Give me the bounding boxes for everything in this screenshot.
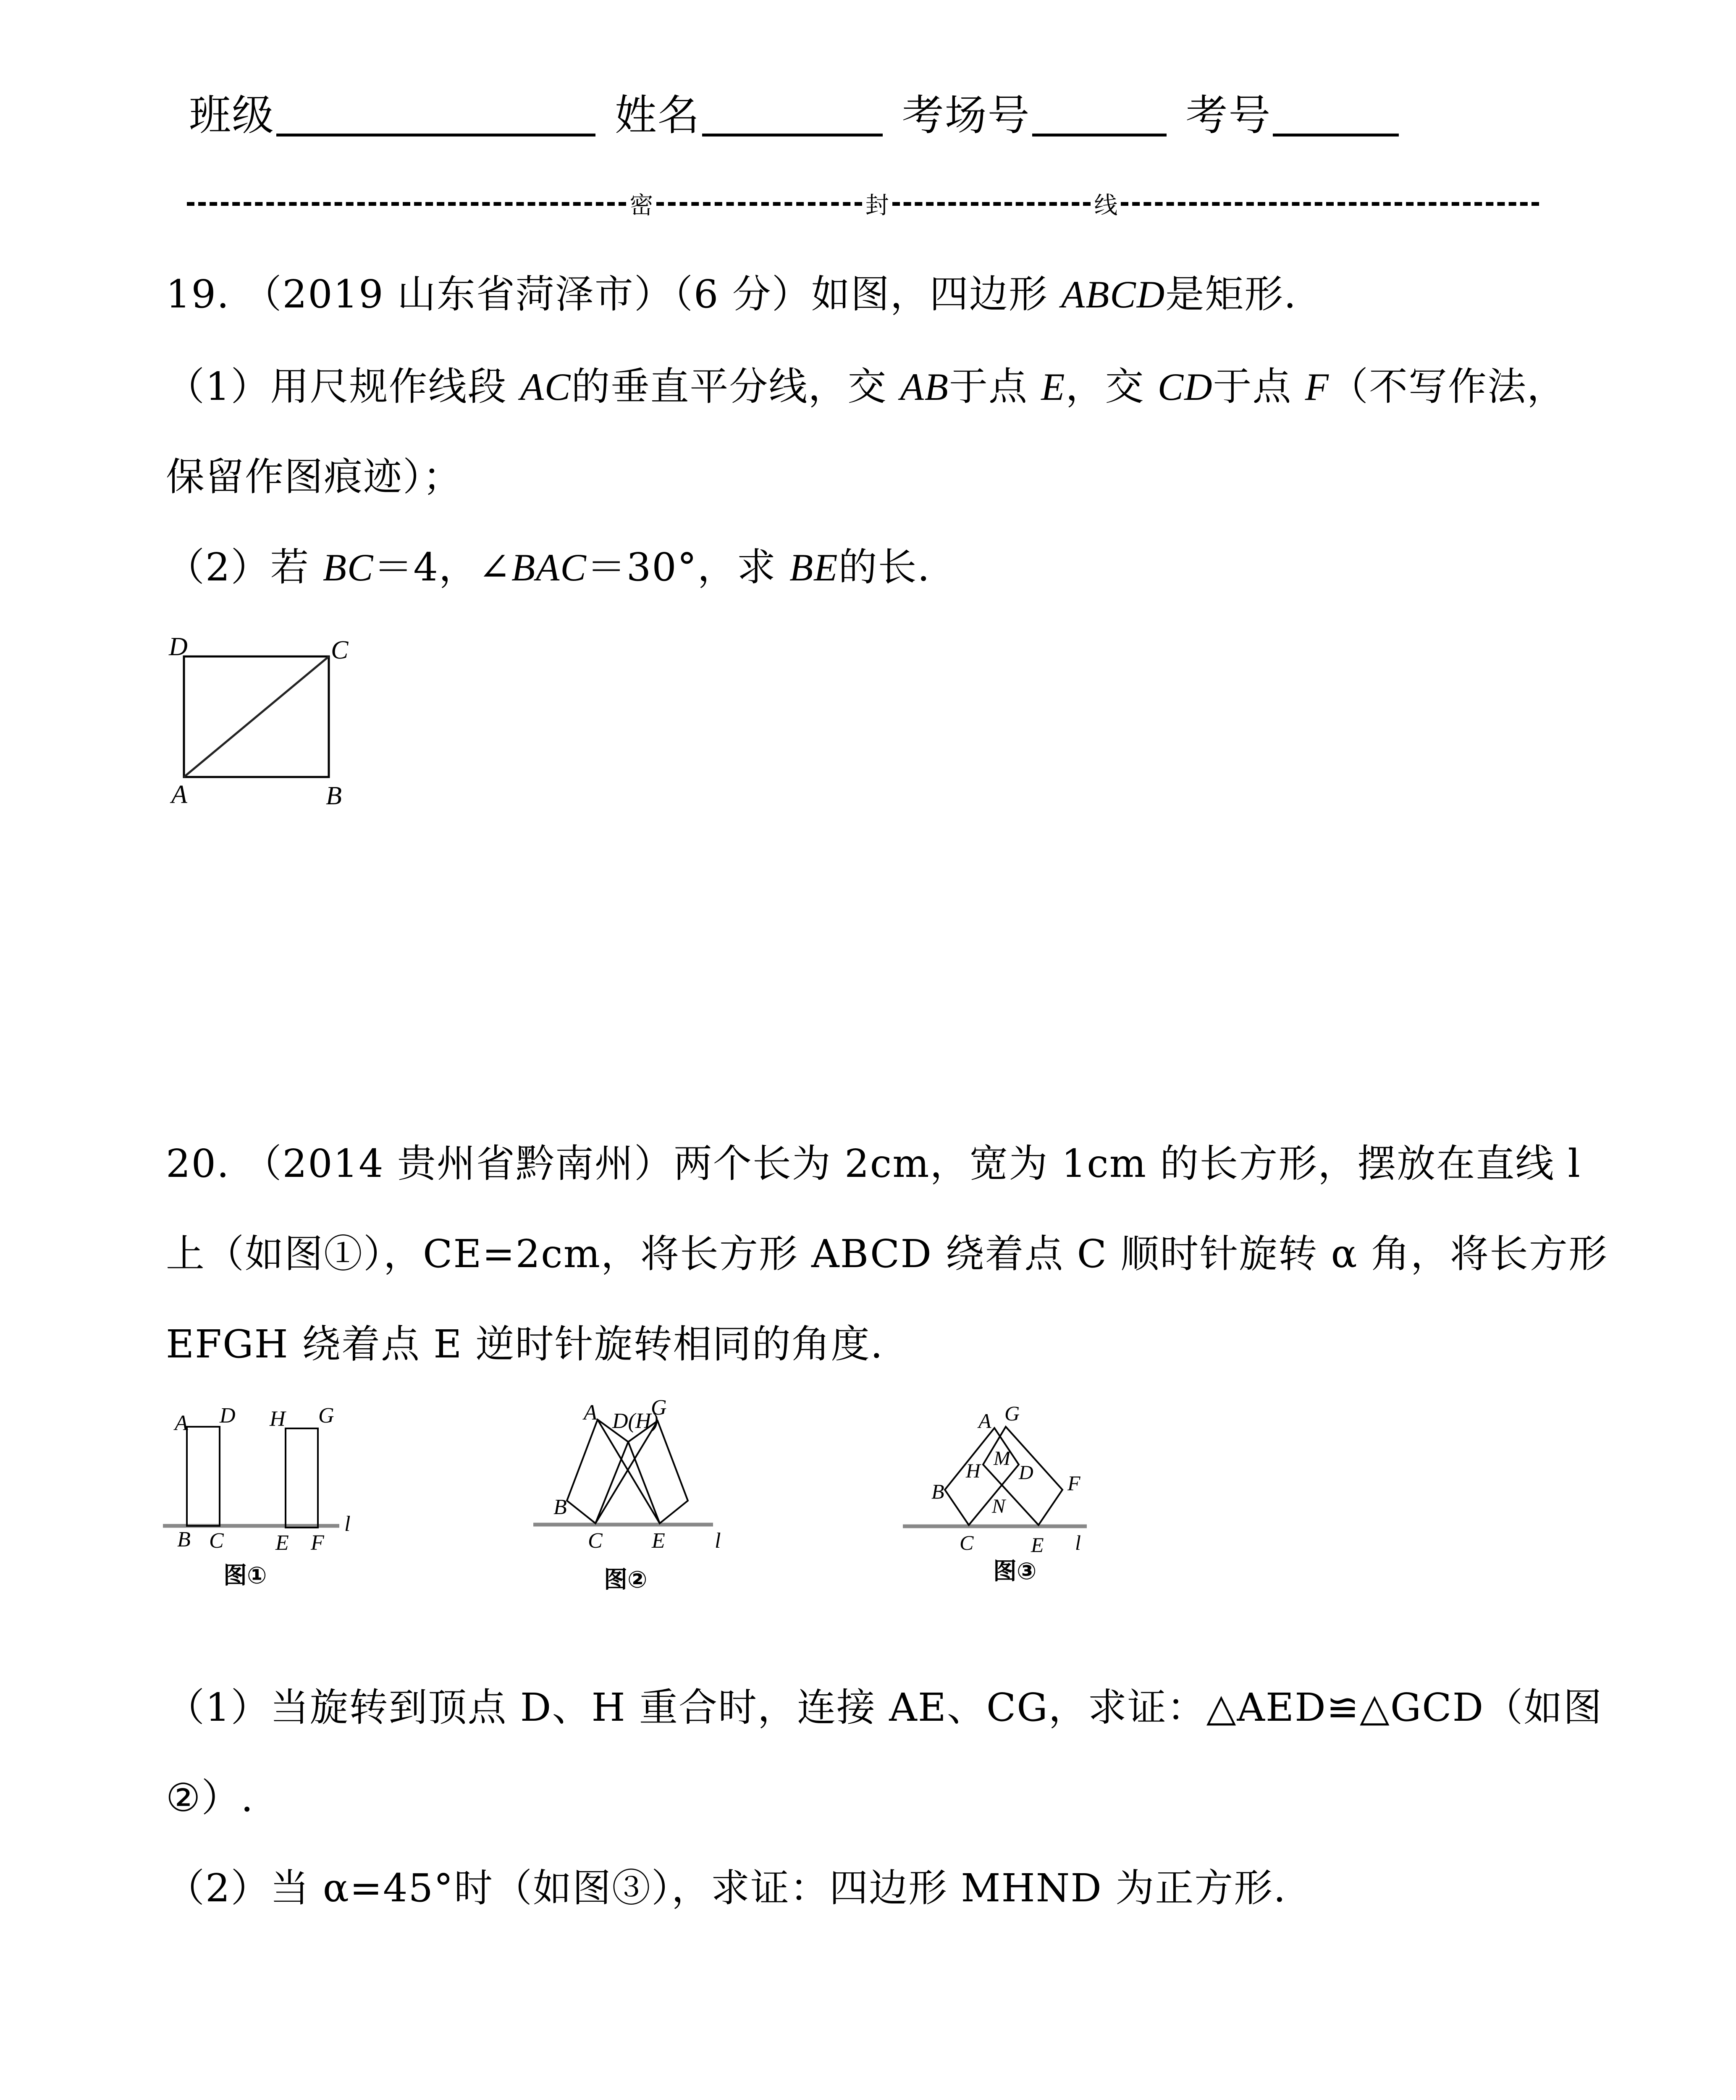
q19-stem: 19. （2019 山东省菏泽市）（6 分）如图，四边形 ABCD是矩形. bbox=[166, 272, 1297, 317]
class-label: 班级 bbox=[189, 91, 275, 140]
label-g: G bbox=[1004, 1402, 1020, 1425]
exam-number-blank[interactable] bbox=[1273, 97, 1399, 136]
label-f: F bbox=[1067, 1471, 1080, 1495]
class-blank[interactable] bbox=[276, 97, 595, 136]
label-c: C bbox=[588, 1529, 603, 1553]
student-info-header bbox=[189, 91, 1404, 140]
name-label: 姓名 bbox=[614, 91, 700, 140]
q20-stem-line2: 上（如图①），CE=2cm，将长方形 ABCD 绕着点 C 顺时针旋转 α 角，将长方形 bbox=[166, 1231, 1608, 1276]
label-e: E bbox=[1031, 1533, 1044, 1557]
seal-dash bbox=[892, 202, 1091, 206]
seal-char-feng: 封 bbox=[865, 192, 889, 219]
label-h: H bbox=[966, 1460, 981, 1482]
label-f: F bbox=[311, 1531, 324, 1555]
q20-part1: （1）当旋转到顶点 D、H 重合时，连接 AE、CG，求证：△AED≌△GCD（如图 bbox=[166, 1685, 1603, 1730]
label-c: C bbox=[331, 636, 349, 664]
seal-dash bbox=[1121, 202, 1539, 206]
q20-figure-1 bbox=[160, 1386, 538, 1659]
label-m: M bbox=[994, 1447, 1010, 1470]
label-a: A bbox=[978, 1409, 991, 1433]
label-c: C bbox=[209, 1529, 224, 1553]
seal-dash bbox=[656, 202, 862, 206]
label-e: E bbox=[275, 1531, 289, 1555]
label-b: B bbox=[931, 1480, 944, 1503]
label-l: l bbox=[715, 1529, 721, 1553]
label-g: G bbox=[318, 1404, 334, 1428]
label-b: B bbox=[326, 782, 342, 810]
figure-3-caption: 图③ bbox=[993, 1558, 1037, 1585]
label-d: D bbox=[1019, 1462, 1033, 1484]
label-d: D bbox=[169, 633, 188, 661]
label-c: C bbox=[960, 1531, 974, 1554]
label-l: l bbox=[344, 1512, 351, 1536]
label-b: B bbox=[177, 1528, 191, 1551]
label-n: N bbox=[992, 1495, 1006, 1517]
q20-part2: （2）当 α=45°时（如图③），求证：四边形 MHND 为正方形. bbox=[166, 1866, 1287, 1911]
rectangle-abcd bbox=[187, 1427, 220, 1526]
label-l: l bbox=[1075, 1531, 1081, 1554]
name-blank[interactable] bbox=[702, 97, 883, 136]
q19-part2: （2）若 BC＝4，∠BAC＝30°，求 BE的长. bbox=[166, 545, 931, 590]
segment-cg bbox=[595, 1421, 658, 1523]
seal-char-xian: 线 bbox=[1094, 192, 1118, 219]
q20-stem-line3: EFGH 绕着点 E 逆时针旋转相同的角度. bbox=[166, 1322, 884, 1367]
rotated-rectangle-abcd bbox=[945, 1428, 1019, 1525]
label-a: A bbox=[584, 1401, 597, 1425]
rotated-rectangle-efgh bbox=[628, 1421, 688, 1523]
diagonal-ac bbox=[184, 656, 329, 777]
label-dh: D(H) bbox=[612, 1409, 658, 1433]
figure-2-caption: 图② bbox=[604, 1566, 648, 1593]
label-e: E bbox=[652, 1529, 665, 1553]
q20-part1-cont: ②）. bbox=[166, 1775, 254, 1820]
label-a: A bbox=[175, 1411, 188, 1435]
seal-char-mi: 密 bbox=[629, 192, 653, 219]
q19-rectangle-figure bbox=[160, 609, 496, 840]
q20-stem-line1: 20. （2014 贵州省黔南州）两个长为 2cm，宽为 1cm 的长方形，摆放在直线 l bbox=[166, 1141, 1581, 1186]
label-a: A bbox=[171, 780, 187, 809]
q19-part1-cont: 保留作图痕迹）； bbox=[166, 454, 463, 499]
q20-figure-3 bbox=[894, 1386, 1251, 1659]
label-b: B bbox=[553, 1495, 567, 1519]
exam-room-blank[interactable] bbox=[1032, 97, 1167, 136]
q20-figure-2 bbox=[525, 1386, 903, 1659]
label-d: D bbox=[220, 1404, 236, 1428]
rotated-rectangle-abcd bbox=[567, 1420, 628, 1523]
exam-number-label: 考号 bbox=[1185, 91, 1272, 140]
figure-1-caption: 图① bbox=[223, 1562, 267, 1589]
rectangle-efgh bbox=[286, 1428, 318, 1528]
exam-room-label: 考场号 bbox=[902, 91, 1031, 140]
label-g: G bbox=[651, 1396, 667, 1420]
segment-ae bbox=[598, 1420, 660, 1523]
label-h: H bbox=[270, 1407, 286, 1431]
seal-dash bbox=[187, 202, 626, 206]
seal-line bbox=[187, 191, 1539, 219]
q19-part1: （1）用尺规作线段 AC的垂直平分线，交 AB于点 E，交 CD于点 F（不写作法， bbox=[166, 364, 1566, 409]
